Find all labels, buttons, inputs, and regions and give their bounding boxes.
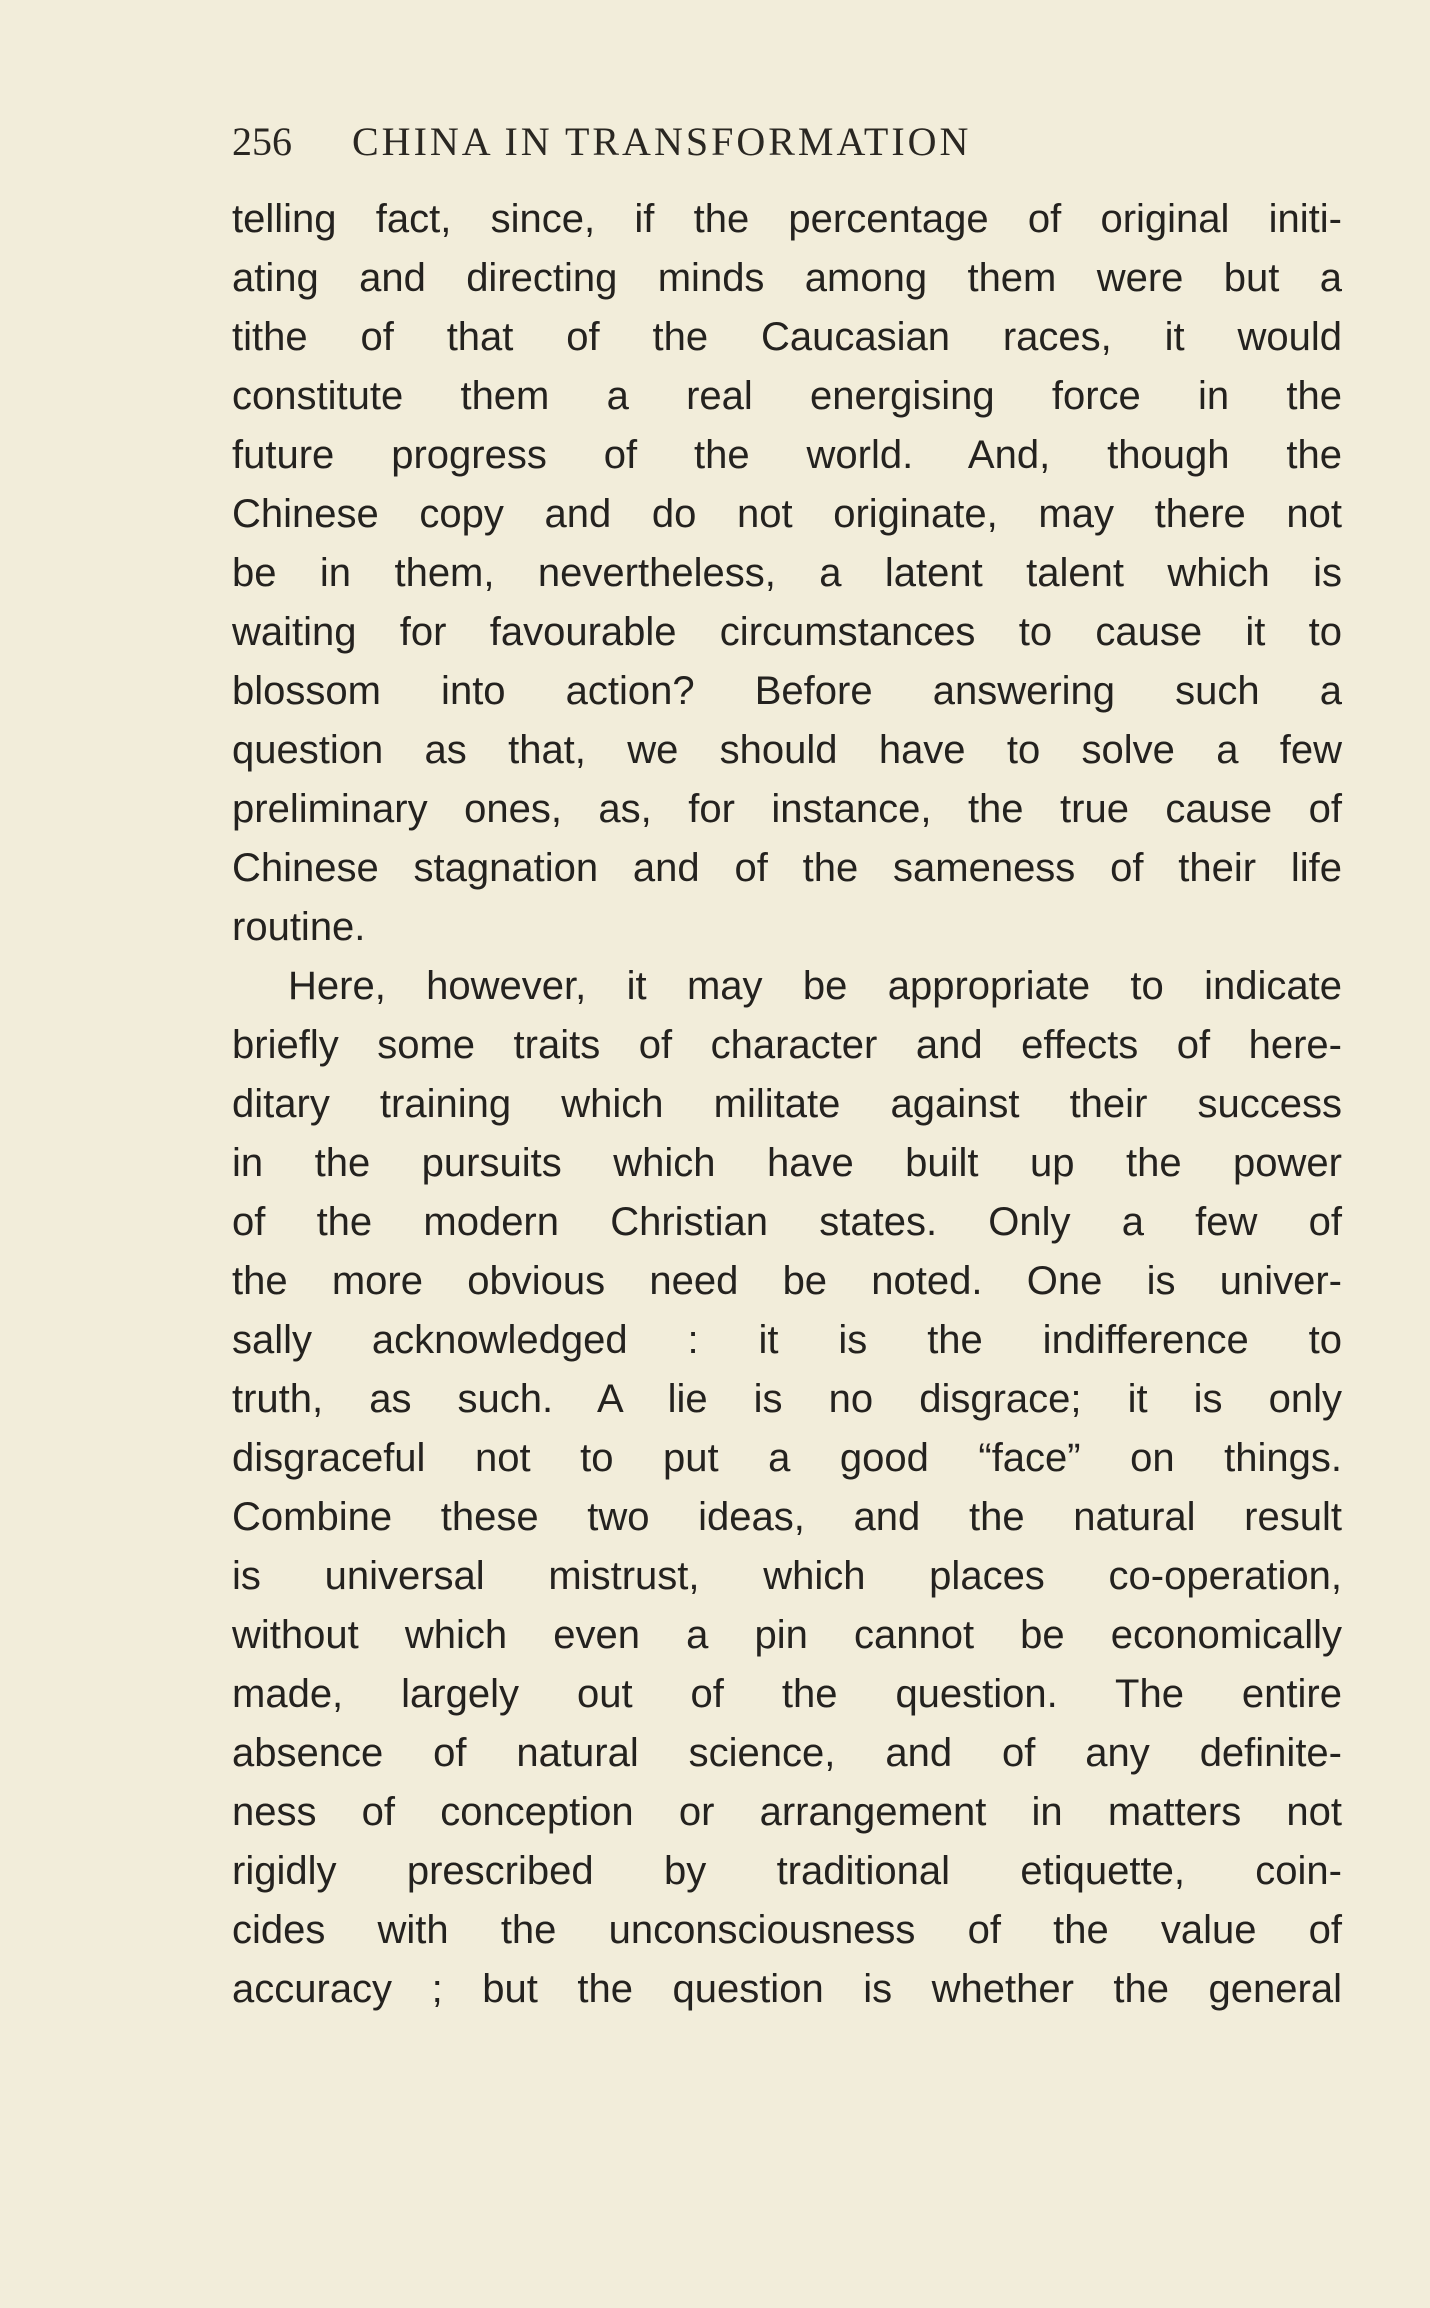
text-line: ness of conception or arrangement in matters not <box>232 1790 1342 1834</box>
text-line: the more obvious need be noted. One is univer- <box>232 1259 1342 1303</box>
text-line: in the pursuits which have built up the power <box>232 1141 1342 1185</box>
text-line: briefly some traits of character and effects of here- <box>232 1023 1342 1067</box>
text-line: of the modern Christian states. Only a few of <box>232 1200 1342 1244</box>
running-head <box>232 118 1352 166</box>
text-line: sally acknowledged : it is the indifference to <box>232 1318 1342 1362</box>
text-line: accuracy ; but the question is whether the general <box>232 1967 1342 2011</box>
text-line: be in them, nevertheless, a latent talent which is <box>232 551 1342 595</box>
text-line: waiting for favourable circumstances to cause it to <box>232 610 1342 654</box>
text-line: rigidly prescribed by traditional etiquette, coin- <box>232 1849 1342 1893</box>
book-title: CHINA IN TRANSFORMATION <box>352 119 972 164</box>
text-line: without which even a pin cannot be economically <box>232 1613 1342 1657</box>
text-line: future progress of the world. And, though the <box>232 433 1342 477</box>
text-line: constitute them a real energising force in the <box>232 374 1342 418</box>
text-line: is universal mistrust, which places co-operation, <box>232 1554 1342 1598</box>
text-line: preliminary ones, as, for instance, the true cause of <box>232 787 1342 831</box>
text-line: telling fact, since, if the percentage of original initi- <box>232 197 1342 241</box>
body-text <box>232 190 1342 2019</box>
text-line: disgraceful not to put a good “face” on things. <box>232 1436 1342 1480</box>
text-line: ating and directing minds among them were but a <box>232 256 1342 300</box>
text-line: tithe of that of the Caucasian races, it would <box>232 315 1342 359</box>
text-line: cides with the unconsciousness of the value of <box>232 1908 1342 1952</box>
text-line: absence of natural science, and of any definite- <box>232 1731 1342 1775</box>
text-line: Combine these two ideas, and the natural result <box>232 1495 1342 1539</box>
text-line: made, largely out of the question. The entire <box>232 1672 1342 1716</box>
text-line: ditary training which militate against their success <box>232 1082 1342 1126</box>
text-line: Here, however, it may be appropriate to indicate <box>288 964 1342 1008</box>
text-line: Chinese stagnation and of the sameness of their life <box>232 846 1342 890</box>
paragraph-1 <box>232 190 1342 957</box>
text-line: routine. <box>232 905 366 949</box>
text-line: Chinese copy and do not originate, may there not <box>232 492 1342 536</box>
text-line: blossom into action? Before answering such a <box>232 669 1342 713</box>
page-number: 256 <box>232 119 292 164</box>
text-line: truth, as such. A lie is no disgrace; it is only <box>232 1377 1342 1421</box>
text-line: question as that, we should have to solve a few <box>232 728 1342 772</box>
paragraph-2 <box>232 957 1342 2019</box>
